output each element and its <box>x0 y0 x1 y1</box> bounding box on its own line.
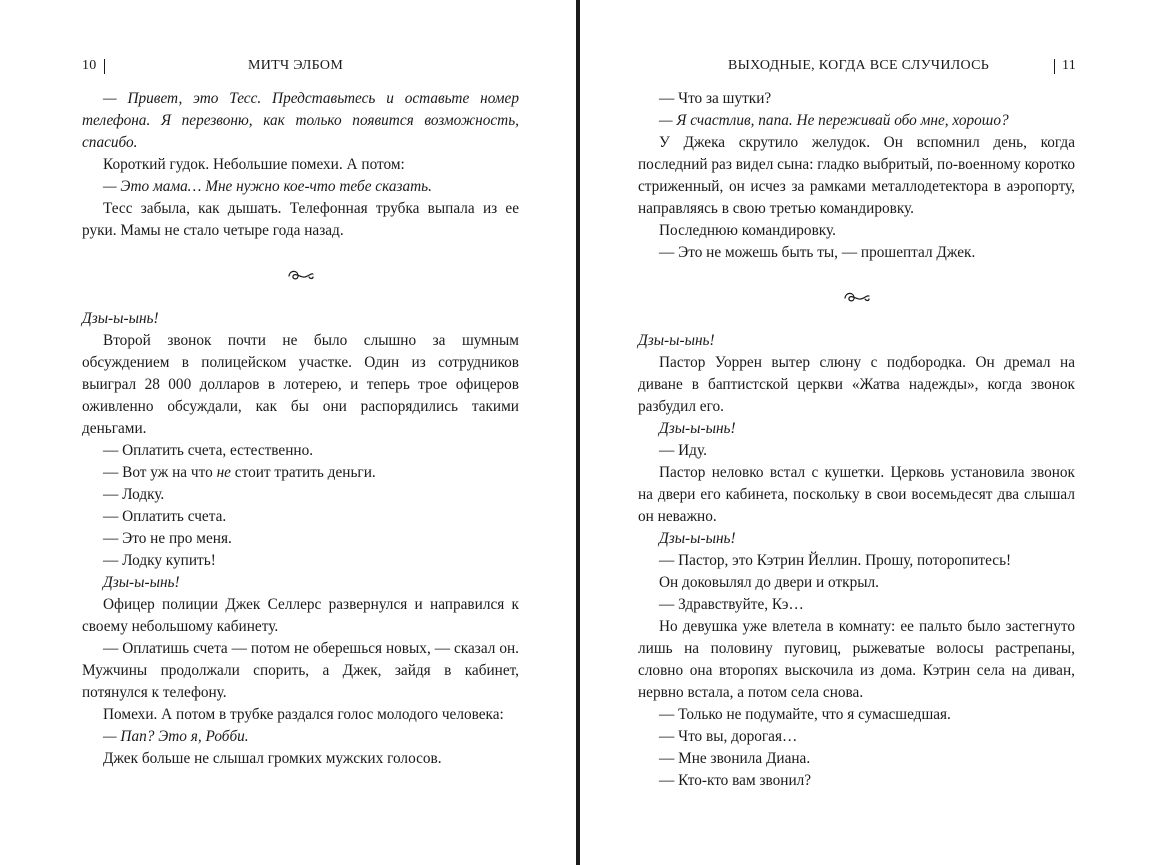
paragraph: Дзы-ы-ынь! <box>103 574 180 591</box>
swirl-ornament-icon <box>843 290 871 304</box>
paragraph: — Оплатить счета, естественно. <box>103 442 314 459</box>
paragraph: — Пап? Это я, Робби. <box>103 728 249 745</box>
paragraph: У Джека скрутило желудок. Он вспомнил день, когда последний раз видел сына: гладко выбритый, по-военному коротко стриженный, он исчез за рамками металлодетектора в аэропорту, направляясь в свою третью командировку. <box>638 134 1075 217</box>
paragraph: — Кто-кто вам звонил? <box>659 772 812 789</box>
paragraph: Второй звонок почти не было слышно за шумным обсуждением в полицейском участке. Один из сотрудников выиграл 28 000 долларов в лотерею, и теперь трое офицеров оживленно обсуждали, как бы они распорядились такими деньгами. <box>82 332 519 437</box>
left-body-text <box>82 88 519 770</box>
ring-heading: Дзы-ы-ынь! <box>82 310 159 327</box>
paragraph: — Пастор, это Кэтрин Йеллин. Прошу, поторопитесь! <box>659 552 1012 569</box>
paragraph: Дзы-ы-ынь! <box>659 420 736 437</box>
paragraph: Офицер полиции Джек Селлерс развернулся и направился к своему небольшому кабинету. <box>82 596 519 635</box>
paragraph: — Что за шутки? <box>659 90 772 107</box>
paragraph: Он доковылял до двери и открыл. <box>659 574 879 591</box>
paragraph: Дзы-ы-ынь! <box>659 530 736 547</box>
paragraph: — Лодку купить! <box>103 552 216 569</box>
paragraph: Но девушка уже влетела в комнату: ее пальто было застегнуто лишь на половину пуговиц, рыжеватые волосы растрепаны, словно она второпях выскочила из дома. Кэтрин села на диван, нервно встала, а потом села снова. <box>638 618 1075 701</box>
paragraph: — Мне звонила Диана. <box>659 750 811 767</box>
paragraph: Пастор Уоррен вытер слюну с подбородка. Он дремал на диване в баптистской церкви «Жатва надежды», когда звонок разбудил его. <box>638 354 1075 415</box>
paragraph: — Я счастлив, папа. Не переживай обо мне, хорошо? <box>659 112 1009 129</box>
left-page-number: 10 <box>82 58 97 73</box>
right-page <box>580 0 1158 865</box>
right-running-header <box>638 58 1078 78</box>
paragraph: Последнюю командировку. <box>659 222 836 239</box>
paragraph: Короткий гудок. Небольшие помехи. А потом: <box>103 156 405 173</box>
right-body-text <box>638 88 1075 792</box>
left-running-header <box>82 58 519 78</box>
left-header-title: МИТЧ ЭЛБОМ <box>248 58 344 73</box>
paragraph: Помехи. А потом в трубке раздался голос молодого человека: <box>103 706 504 723</box>
swirl-ornament-icon <box>287 268 315 282</box>
paragraph: — Здравствуйте, Кэ… <box>659 596 804 613</box>
left-page <box>0 0 576 865</box>
paragraph: Джек больше не слышал громких мужских голосов. <box>103 750 442 767</box>
paragraph: — Это не можешь быть ты, — прошептал Джек. <box>659 244 976 261</box>
paragraph: — Оплатишь счета — потом не оберешься новых, — сказал он. Мужчины продолжали спорить, а Джек, зайдя в кабинет, потянулся к телефону. <box>82 640 519 701</box>
paragraph: — Что вы, дорогая… <box>659 728 798 745</box>
right-header-title: ВЫХОДНЫЕ, КОГДА ВСЕ СЛУЧИЛОСЬ <box>728 58 990 73</box>
paragraph: Пастор неловко встал с кушетки. Церковь установила звонок на двери его кабинета, поскольку в свои восемьдесят два слышал он неважно. <box>638 464 1075 525</box>
paragraph: — Это мама… Мне нужно кое-что тебе сказать. <box>103 178 432 195</box>
paragraph: — Оплатить счета. <box>103 508 227 525</box>
paragraph: — Это не про меня. <box>103 530 232 547</box>
paragraph: — Иду. <box>659 442 707 459</box>
paragraph: — Привет, это Тесс. Представьтесь и оставьте номер телефона. Я перезвоню, как только появится возможность, спасибо. <box>82 90 519 151</box>
right-page-number: 11 <box>1062 58 1077 73</box>
right-header-divider <box>1054 59 1055 74</box>
paragraph: — Только не подумайте, что я сумасшедшая. <box>659 706 951 723</box>
paragraph: — Вот уж на что не стоит тратить деньги. <box>103 464 376 481</box>
section-break <box>82 242 519 308</box>
section-break <box>638 264 1075 330</box>
ring-heading: Дзы-ы-ынь! <box>638 332 715 349</box>
paragraph: Тесс забыла, как дышать. Телефонная трубка выпала из ее руки. Мамы не стало четыре года назад. <box>82 200 519 239</box>
paragraph: — Лодку. <box>103 486 165 503</box>
left-header-divider <box>104 59 105 74</box>
